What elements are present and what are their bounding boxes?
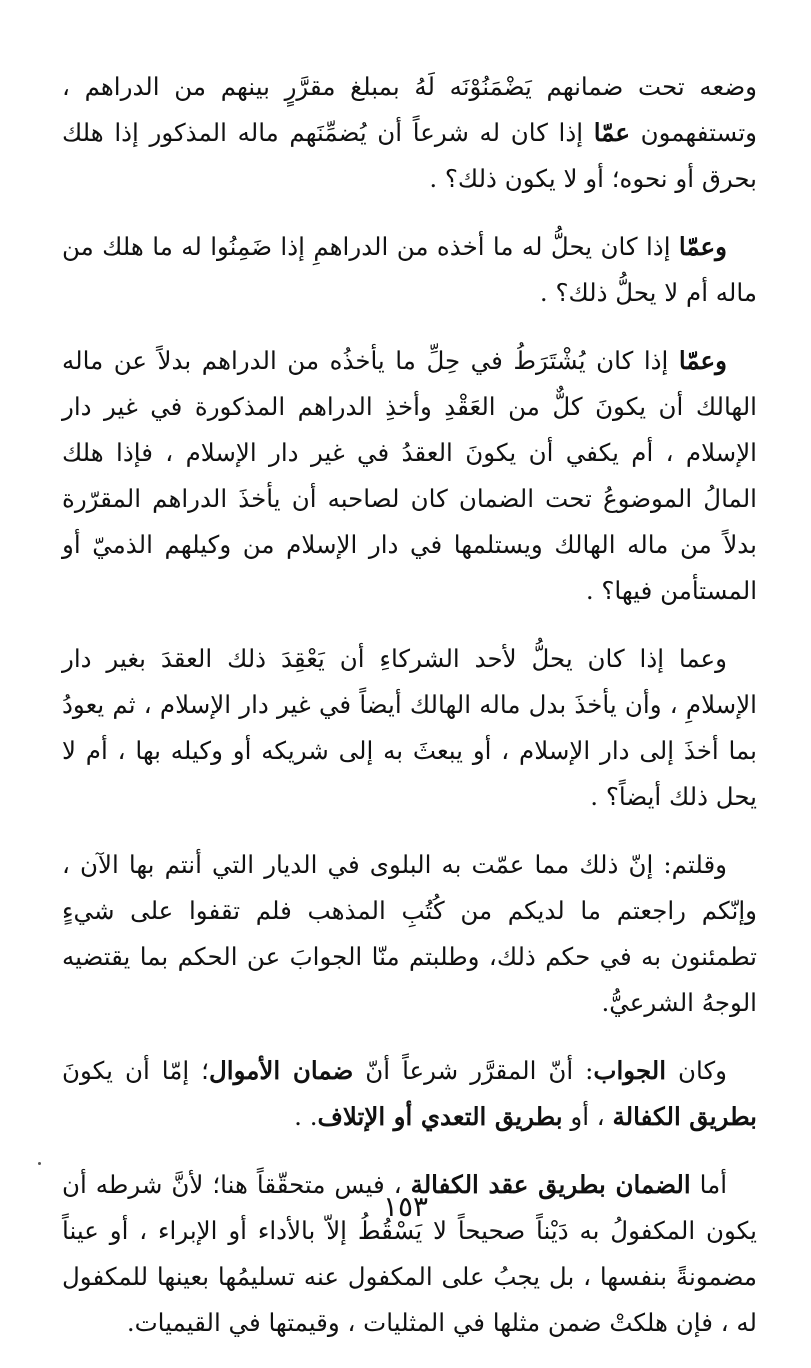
paragraph-2-segment-2: إذا كان يحلُّ له ما أخذه من الدراهمِ إذا ضَمِنُوا له ما هلك من ماله أم لا يحلُّ ذلك؟ . [62, 232, 757, 307]
guarantee-of-property-term: ضمان الأموال [208, 1056, 354, 1085]
paragraph-2 [62, 224, 757, 316]
stray-ink-dot [38, 1162, 41, 1165]
paragraph-5 [62, 842, 757, 1026]
paragraph-1-bold-term: عمّا [593, 118, 630, 147]
paragraph-6-segment-7: ، أو [562, 1102, 613, 1131]
paragraph-6-segment-5: ؛ إمّا أن يكونَ [62, 1056, 209, 1085]
paragraph-1-segment-1: وضعه تحت ضمانهم يَضْمَنُوْنَه لَهُ بمبلغ مقرَّرٍ بينهم من الدراهم ، وتستفهمون [62, 72, 757, 147]
paragraph-6-segment-3: : أنّ المقرَّر شرعاً أنّ [353, 1056, 594, 1085]
paragraph-3-segment-2: إذا كان يُشْتَرَطُ في حِلِّ ما يأخذُه من الدراهم بدلاً عن ماله الهالك أن يكونَ كلٌّ من العَقْدِ وأخذِ الدراهم المذكورة في غير دار الإسلام ، أم يكفي أن يكونَ العقدُ في غير دار الإسلام ، فإذا هلك المالُ الموضوعُ تحت الضمان كان لصاحبه أن يأخذَ الدراهم المقرّرة بدلاً من ماله الهالك ويستلمها في دار الإسلام من وكيلهم الذميّ أو المستأمن فيها؟ . [62, 346, 757, 605]
paragraph-7-segment-1: أما [690, 1170, 728, 1199]
paragraph-1 [62, 64, 757, 202]
transgression-method-term: بطريق التعدي أو الإتلاف [317, 1102, 563, 1131]
paragraph-7-segment-3: ، فيس متحقّقاً هنا؛ لأنَّ شرطه أن يكون المكفولُ به دَيْناً صحيحاً لا يَسْقُطُ إلاّ بالأداء أو الإبراء ، أو عيناً مضمونةً بنفسها ، بل يجبُ على المكفول عنه تسليمُها بعينها للمكفول له ، فإن هلكتْ ضمن مثلها في المثليات ، وقيمتها في القيميات. [62, 1170, 757, 1337]
paragraph-2-bold-term: وعمّا [678, 232, 727, 261]
page-body [62, 64, 757, 1368]
paragraph-4 [62, 636, 757, 820]
paragraph-1-segment-3: إذا كان له شرعاً أن يُضمِّنَهم ماله المذكور إذا هلك بحرق أو نحوه؛ أو لا يكون ذلك؟ . [62, 118, 757, 193]
paragraph-6-segment-1: وكان [666, 1056, 727, 1085]
paragraph-4-segment-1: وعما إذا كان يحلُّ لأحد الشركاءِ أن يَعْقِدَ ذلك العقدَ بغير دار الإسلامِ ، وأن يأخذَ بدل ماله الهالك أيضاً في غير دار الإسلام ، ثم يعودُ بما أخذَ إلى دار الإسلام ، أو يبعثَ به إلى شريكه أو وكيله بها ، أم لا يحل ذلك أيضاً؟ . [62, 644, 757, 811]
paragraph-3 [62, 338, 757, 614]
page-number: ١٥٣ [382, 1190, 429, 1223]
paragraph-6 [62, 1048, 757, 1140]
surety-contract-term: الضمان بطريق عقد الكفالة [410, 1170, 691, 1199]
surety-method-term: بطريق الكفالة [612, 1102, 757, 1131]
answer-heading: الجواب [593, 1056, 667, 1085]
paragraph-3-bold-term: وعمّا [678, 346, 727, 375]
paragraph-6-segment-9: . . [294, 1102, 318, 1131]
paragraph-5-segment-1: وقلتم: إنّ ذلك مما عمّت به البلوى في الديار التي أنتم بها الآن ، وإنّكم راجعتم ما لديكم من كُتُبِ المذهب فلم تقفوا على شيءٍ تطمئنون به في حكم ذلك، وطلبتم منّا الجوابَ عن الحكم بما يقتضيه الوجهُ الشرعيُّ. [62, 850, 757, 1017]
